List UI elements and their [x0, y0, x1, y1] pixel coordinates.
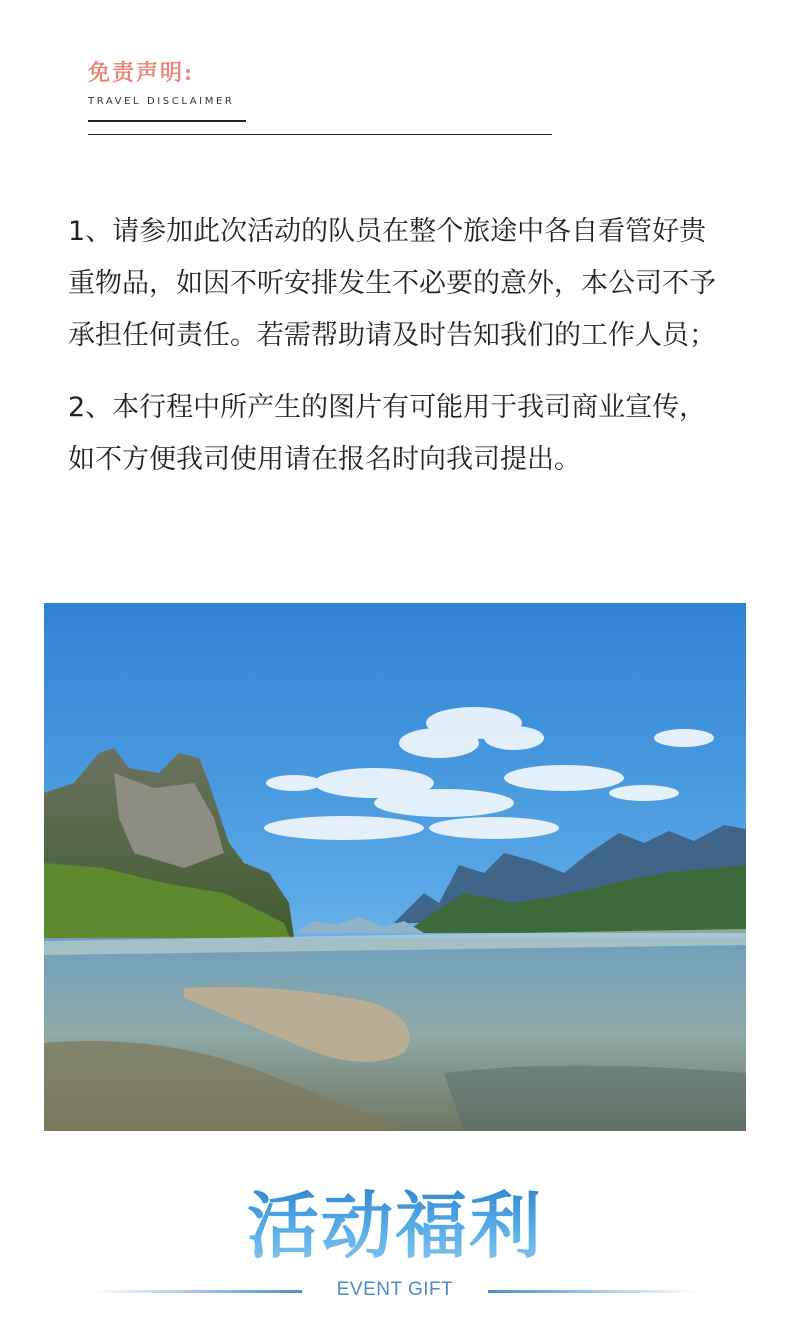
- divider-long: [88, 134, 552, 135]
- gift-divider-right: [488, 1290, 698, 1293]
- landscape-photo: [44, 603, 746, 1131]
- disclaimer-item-2: 2、本行程中所产生的图片有可能用于我司商业宣传，如不方便我司使用请在报名时向我司提出。: [68, 392, 707, 475]
- disclaimer-subtitle: TRAVEL DISCLAIMER: [88, 96, 235, 107]
- disclaimer-item-1: 1、请参加此次活动的队员在整个旅途中各自看管好贵重物品，如因不听安排发生不必要的意外，本公司不予承担任何责任。若需帮助请及时告知我们的工作人员；: [68, 216, 716, 351]
- disclaimer-body: [68, 206, 728, 506]
- event-gift-subtitle: EVENT GIFT: [336, 1279, 454, 1300]
- disclaimer-title: 免责声明:: [88, 60, 195, 86]
- divider-short: [88, 120, 246, 122]
- event-gift-title: 活动福利: [0, 1168, 790, 1272]
